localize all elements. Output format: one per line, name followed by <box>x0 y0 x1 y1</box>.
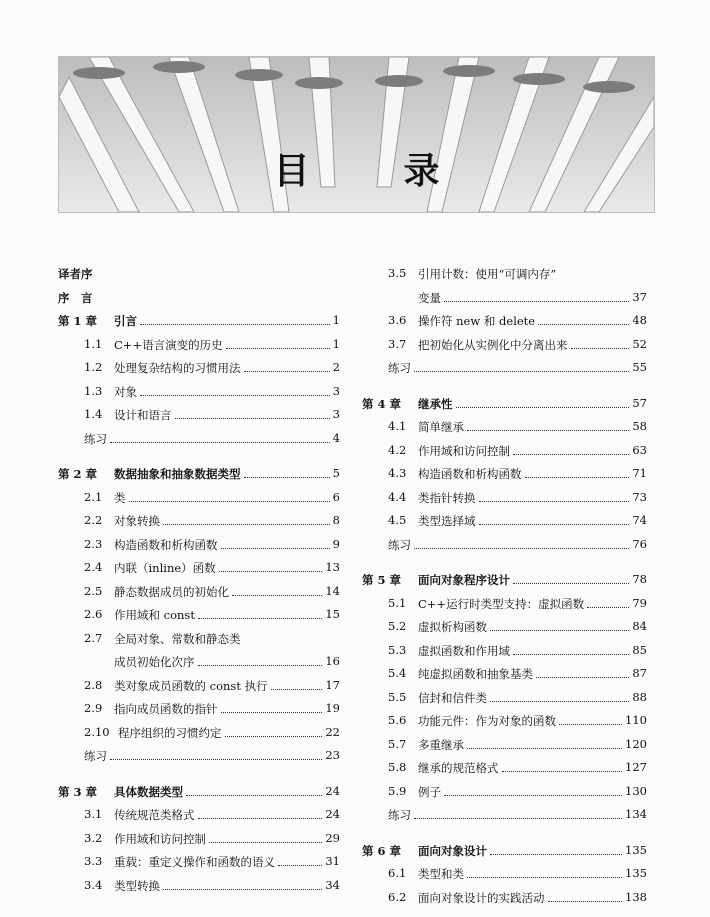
toc-entry-page: 5 <box>332 466 340 480</box>
toc-entry-page: 23 <box>325 748 340 762</box>
toc-entry-title: 面向对象程序设计 <box>418 573 510 587</box>
toc-entry <box>58 262 340 286</box>
toc-entry <box>58 803 340 827</box>
toc-entry <box>362 462 647 486</box>
toc-entry-number: 6.2 <box>388 889 407 904</box>
toc-entry-number: 3.4 <box>84 877 103 892</box>
toc-entry-page: 8 <box>332 513 340 527</box>
toc-entry-page: 13 <box>325 560 340 574</box>
leader-dots <box>414 817 622 819</box>
leader-dots <box>163 888 322 890</box>
toc-entry-title: 数据抽象和抽象数据类型 <box>114 467 241 481</box>
toc-entry-number: 5.2 <box>388 619 407 633</box>
toc-entry-page: 19 <box>325 701 340 715</box>
toc-entry-page: 55 <box>632 360 647 374</box>
toc-entry-page: 3 <box>332 407 340 421</box>
toc-entry-page: 110 <box>625 713 647 727</box>
toc-entry <box>58 721 340 745</box>
toc-entry-number: 2.8 <box>84 677 103 692</box>
toc-entry-number: 3.7 <box>388 336 407 351</box>
toc-entry-number: 5.9 <box>388 783 407 798</box>
toc-entry <box>58 333 340 357</box>
toc-entry-title: C++语言演变的历史 <box>114 337 223 352</box>
toc-entry-number: 1.4 <box>84 407 103 421</box>
toc-entry-number: 5.1 <box>388 595 407 610</box>
toc-entry <box>58 874 340 898</box>
leader-dots <box>129 500 330 502</box>
leader-dots <box>219 570 322 572</box>
leader-dots <box>163 523 330 525</box>
toc-entry-page: 78 <box>632 572 647 586</box>
toc-entry-page: 6 <box>332 489 340 504</box>
toc-entry <box>58 427 340 451</box>
toc-entry-number: 3.5 <box>388 266 407 280</box>
leader-dots <box>414 547 629 549</box>
toc-left-column <box>58 262 340 897</box>
toc-entry-page: 138 <box>625 889 647 904</box>
toc-entry-title: 作用域和 const <box>114 608 195 622</box>
toc-entry-page: 24 <box>325 807 340 821</box>
toc-entry-page: 2 <box>332 360 340 374</box>
toc-entry-page: 22 <box>325 724 340 739</box>
leader-dots <box>175 417 330 419</box>
leader-dots <box>221 711 322 713</box>
toc-entry-title: 练习 <box>84 749 107 763</box>
toc-entry-title: 继承性 <box>418 396 453 411</box>
toc-entry <box>362 262 647 286</box>
leader-dots <box>559 723 622 725</box>
toc-entry-number: 第 1 章 <box>58 314 98 328</box>
toc-entry-page: 85 <box>632 642 647 657</box>
toc-entry <box>362 533 647 557</box>
toc-entry <box>58 780 340 804</box>
toc-entry-page: 14 <box>325 583 340 598</box>
toc-entry <box>58 403 340 427</box>
toc-entry-page: 37 <box>632 289 647 304</box>
toc-entry-title: 指向成员函数的指针 <box>114 702 218 716</box>
toc-entry <box>58 462 340 486</box>
toc-entry <box>362 392 647 416</box>
toc-entry-title: 面向对象设计 <box>418 843 487 858</box>
toc-entry-title: 面向对象设计的实践活动 <box>418 890 545 905</box>
toc-entry <box>362 886 647 910</box>
toc-entry-page: 74 <box>632 513 647 527</box>
toc-entry-number: 5.5 <box>388 689 407 704</box>
toc-banner <box>58 56 655 213</box>
toc-entry-page: 16 <box>325 654 340 668</box>
toc-entry-title: 静态数据成员的初始化 <box>114 584 229 599</box>
toc-entry-title: 类型和类 <box>418 867 464 881</box>
leader-dots <box>198 664 322 666</box>
toc-entry-title: 作用域和访问控制 <box>114 831 206 846</box>
toc-entry-title: 信封和信件类 <box>418 690 487 705</box>
toc-entry <box>362 592 647 616</box>
toc-entry-page: 63 <box>632 442 647 457</box>
toc-entry-title: 练习 <box>84 431 107 446</box>
toc-entry-title: 内联（inline）函数 <box>114 561 216 575</box>
toc-entry <box>362 756 647 780</box>
toc-entry-number: 4.3 <box>388 466 407 480</box>
leader-dots <box>444 300 629 302</box>
leader-dots <box>467 747 622 749</box>
toc-entry <box>58 627 340 651</box>
toc-entry-page: 4 <box>332 430 340 445</box>
toc-entry-title: 设计和语言 <box>114 408 172 422</box>
toc-entry-title: 类对象成员函数的 const 执行 <box>114 678 268 693</box>
toc-entry-title: 练习 <box>388 537 411 552</box>
toc-entry-title: 纯虚拟函数和抽象基类 <box>418 667 533 681</box>
toc-entry <box>58 309 340 333</box>
toc-entry-title: 类指针转换 <box>418 490 476 505</box>
leader-dots <box>513 453 629 455</box>
toc-entry-number: 第 3 章 <box>58 784 98 799</box>
leader-dots <box>490 853 622 855</box>
toc-entry-page: 84 <box>632 619 647 633</box>
toc-entry-page: 88 <box>632 689 647 704</box>
toc-entry <box>362 509 647 533</box>
toc-entry-number: 6.1 <box>388 866 407 880</box>
toc-entry-title: 简单继承 <box>418 420 464 434</box>
toc-entry-page: 1 <box>332 313 340 327</box>
toc-entry-title: 类型转换 <box>114 878 160 893</box>
leader-dots <box>490 629 629 631</box>
leader-dots <box>221 547 330 549</box>
leader-dots <box>226 347 330 349</box>
toc-entry-title: 具体数据类型 <box>114 784 183 799</box>
leader-dots <box>587 606 629 608</box>
toc-entry <box>58 744 340 768</box>
toc-entry-number: 2.7 <box>84 630 103 645</box>
toc-entry <box>362 486 647 510</box>
toc-entry-number: 2.6 <box>84 607 103 621</box>
toc-entry <box>362 356 647 380</box>
leader-dots <box>456 406 629 408</box>
toc-entry <box>58 533 340 557</box>
toc-entry-page: 120 <box>625 736 647 751</box>
toc-entry <box>362 333 647 357</box>
toc-entry-number: 5.6 <box>388 713 407 727</box>
toc-entry <box>58 509 340 533</box>
toc-entry-page: 73 <box>632 489 647 504</box>
toc-entry <box>362 415 647 439</box>
toc-entry-page: 1 <box>332 336 340 351</box>
toc-entry-title: 功能元件：作为对象的函数 <box>418 714 556 728</box>
toc-entry-title: C++运行时类型支持：虚拟函数 <box>418 596 585 611</box>
toc-entry-title: 把初始化从实例化中分离出来 <box>418 337 568 352</box>
toc-entry-number: 4.2 <box>388 442 407 457</box>
toc-entry-number: 3.1 <box>84 807 103 821</box>
toc-entry <box>58 697 340 721</box>
toc-entry-title: 成员初始化次序 <box>114 655 195 669</box>
toc-entry-title: 继承的规范格式 <box>418 761 499 775</box>
toc-entry <box>58 674 340 698</box>
toc-entry-number: 2.9 <box>84 701 103 715</box>
toc-entry-page: 135 <box>625 866 647 880</box>
leader-dots <box>444 794 622 796</box>
leader-dots <box>548 900 622 902</box>
toc-entry-title: 变量 <box>418 290 441 305</box>
toc-entry-number: 1.2 <box>84 360 103 374</box>
toc-entry-page: 17 <box>325 677 340 692</box>
toc-entry-page: 15 <box>325 607 340 621</box>
toc-entry-number: 3.2 <box>84 830 103 845</box>
toc-entry-title: 对象转换 <box>114 514 160 528</box>
toc-entry <box>362 615 647 639</box>
leader-dots <box>186 794 322 796</box>
leader-dots <box>513 582 629 584</box>
toc-entry <box>58 827 340 851</box>
toc-entry <box>362 568 647 592</box>
toc-entry <box>362 662 647 686</box>
leader-dots <box>502 770 622 772</box>
leader-dots <box>467 429 629 431</box>
toc-entry-number: 4.4 <box>388 489 407 504</box>
toc-entry <box>362 862 647 886</box>
toc-entry <box>362 839 647 863</box>
toc-entry-title: 类 <box>114 490 126 505</box>
toc-entry-number: 第 5 章 <box>362 573 402 587</box>
toc-entry-number: 第 6 章 <box>362 843 402 858</box>
toc-entry-page: 134 <box>625 807 647 821</box>
toc-entry-page: 71 <box>632 466 647 480</box>
toc-entry-number: 3.3 <box>84 854 103 868</box>
leader-dots <box>538 323 629 325</box>
toc-entry-number: 2.2 <box>84 513 103 527</box>
toc-entry-number: 1.1 <box>84 336 103 351</box>
toc-entry-number: 3.6 <box>388 313 407 327</box>
leader-dots <box>414 370 629 372</box>
toc-entry <box>362 286 647 310</box>
toc-entry-page: 127 <box>625 760 647 774</box>
toc-entry-title: 例子 <box>418 784 441 799</box>
toc-entry-title: 构造函数和析构函数 <box>114 537 218 552</box>
toc-entry-page: 52 <box>632 336 647 351</box>
leader-dots <box>244 476 330 478</box>
toc-entry-page: 76 <box>632 536 647 551</box>
toc-entry-number: 4.5 <box>388 513 407 527</box>
banner-title-left: 目 <box>273 150 310 192</box>
toc-entry <box>58 356 340 380</box>
toc-entry <box>58 650 340 674</box>
banner-title-right: 录 <box>403 150 440 192</box>
leader-dots <box>479 500 629 502</box>
leader-dots <box>209 841 322 843</box>
toc-entry-number: 5.4 <box>388 666 407 680</box>
toc-entry-page: 130 <box>625 783 647 798</box>
toc-entry-title: 重载：重定义操作和函数的语义 <box>114 855 275 869</box>
leader-dots <box>140 323 330 325</box>
toc-entry <box>362 780 647 804</box>
toc-entry-page: 48 <box>632 313 647 327</box>
toc-entry <box>58 556 340 580</box>
toc-entry-number: 4.1 <box>388 419 407 433</box>
toc-entry <box>58 380 340 404</box>
toc-entry <box>362 439 647 463</box>
toc-entry-number: 5.3 <box>388 642 407 657</box>
toc-entry-page: 58 <box>632 419 647 433</box>
leader-dots <box>278 864 322 866</box>
toc-entry <box>362 309 647 333</box>
toc-entry-title: 序 言 <box>58 290 93 305</box>
toc-entry-title: 操作符 new 和 delete <box>418 314 536 328</box>
leader-dots <box>513 653 629 655</box>
toc-entry-title: 构造函数和析构函数 <box>418 467 522 481</box>
toc-entry-page: 87 <box>632 666 647 680</box>
toc-entry-number: 1.3 <box>84 383 103 398</box>
toc-entry-number: 第 4 章 <box>362 396 402 411</box>
leader-dots <box>525 476 629 478</box>
leader-dots <box>140 394 330 396</box>
leader-dots <box>536 676 629 678</box>
toc-entry-page: 3 <box>332 383 340 398</box>
toc-entry <box>362 803 647 827</box>
toc-entry-title: 作用域和访问控制 <box>418 443 510 458</box>
toc-entry-title: 练习 <box>388 361 411 375</box>
leader-dots <box>198 617 322 619</box>
toc-entry-page: 9 <box>332 536 340 551</box>
toc-entry-title: 虚拟析构函数 <box>418 620 487 634</box>
toc-entry-title: 引言 <box>114 314 137 328</box>
toc-entry-number: 2.3 <box>84 536 103 551</box>
toc-entry-title: 类型选择域 <box>418 514 476 528</box>
toc-entry-title: 练习 <box>388 808 411 822</box>
leader-dots <box>490 700 629 702</box>
toc-entry-title: 全局对象、常数和静态类 <box>114 631 241 646</box>
toc-entry <box>362 639 647 663</box>
toc-entry-page: 34 <box>325 877 340 892</box>
toc-entry <box>362 733 647 757</box>
leader-dots <box>110 758 322 760</box>
toc-entry-title: 多重继承 <box>418 737 464 752</box>
leader-dots <box>225 735 322 737</box>
toc-entry-number: 5.7 <box>388 736 407 751</box>
leader-dots <box>110 441 330 443</box>
toc-entry-number: 第 2 章 <box>58 467 98 481</box>
toc-entry <box>58 580 340 604</box>
toc-entry-number: 2.5 <box>84 583 103 598</box>
toc-entry-title: 引用计数：使用“可调内存” <box>418 267 557 281</box>
toc-entry-title: 处理复杂结构的习惯用法 <box>114 361 241 375</box>
toc-entry-page: 79 <box>632 595 647 610</box>
toc-entry-title: 程序组织的习惯约定 <box>118 725 222 740</box>
toc-entry-number: 2.10 <box>84 724 110 739</box>
toc-entry <box>362 686 647 710</box>
leader-dots <box>232 594 322 596</box>
toc-entry <box>58 850 340 874</box>
toc-entry-title: 虚拟函数和作用域 <box>418 643 510 658</box>
toc-entry-page: 135 <box>625 842 647 857</box>
toc-entry-title: 对象 <box>114 384 137 399</box>
toc-entry-title: 译者序 <box>58 267 93 281</box>
leader-dots <box>244 370 330 372</box>
leader-dots <box>271 688 322 690</box>
toc-entry-number: 2.4 <box>84 560 103 574</box>
toc-entry-page: 57 <box>632 395 647 410</box>
toc-entry-page: 29 <box>325 830 340 845</box>
toc-entry <box>58 486 340 510</box>
leader-dots <box>198 817 322 819</box>
toc-entry-number: 5.8 <box>388 760 407 774</box>
toc-entry-title: 传统规范类格式 <box>114 808 195 822</box>
toc-right-column <box>362 262 647 909</box>
toc-entry-page: 24 <box>325 783 340 798</box>
toc-entry <box>362 709 647 733</box>
toc-entry-page: 31 <box>325 854 340 868</box>
leader-dots <box>467 876 622 878</box>
toc-entry <box>58 286 340 310</box>
toc-entry <box>58 603 340 627</box>
leader-dots <box>571 347 629 349</box>
leader-dots <box>479 523 629 525</box>
toc-entry-number: 2.1 <box>84 489 103 504</box>
